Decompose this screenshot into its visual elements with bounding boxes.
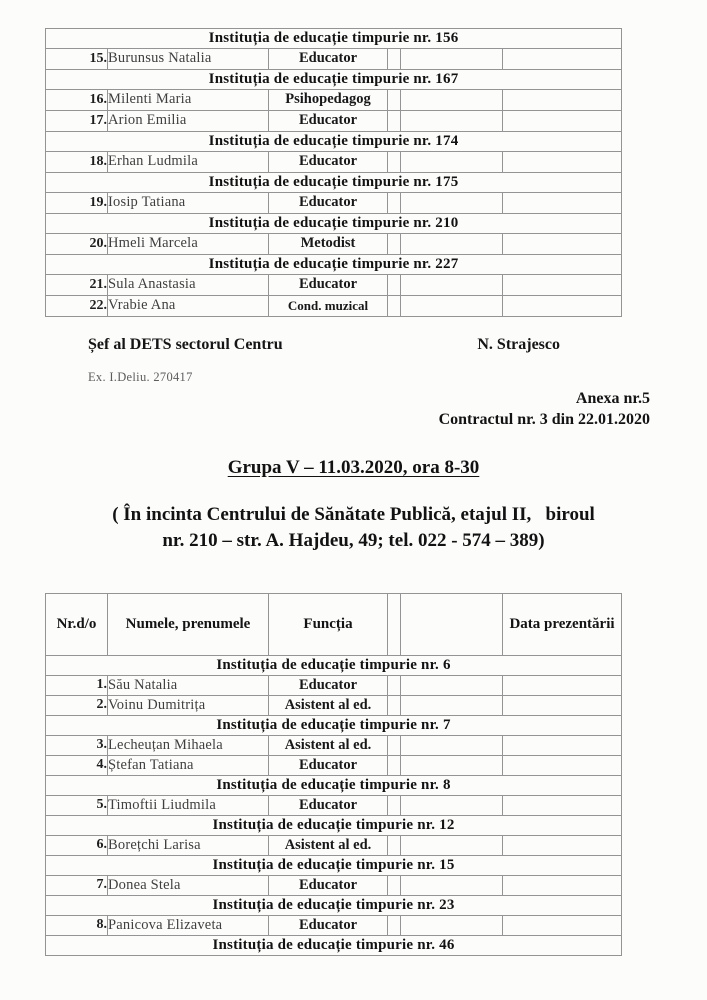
empty-cell (401, 193, 503, 214)
person-name: Sula Anastasia (108, 275, 269, 296)
row-number: 17. (46, 111, 108, 132)
contract-reference: Contractul nr. 3 din 22.01.2020 (438, 411, 650, 428)
date-presented-cell (503, 676, 622, 696)
institution-header-row (46, 70, 622, 90)
person-row (46, 152, 622, 173)
row-number: 2. (46, 696, 108, 716)
date-presented-cell (503, 916, 622, 936)
empty-cell (401, 676, 503, 696)
table-header-row (46, 594, 622, 656)
person-row (46, 193, 622, 214)
person-name: Ștefan Tatiana (108, 756, 269, 776)
empty-cell (388, 111, 401, 132)
person-function: Metodist (269, 234, 388, 255)
institution-header-row (46, 173, 622, 193)
person-row (46, 736, 622, 756)
row-number: 5. (46, 796, 108, 816)
person-row (46, 836, 622, 856)
institution-label: Instituția de educație timpurie nr. 23 (46, 896, 622, 916)
institution-header-row (46, 856, 622, 876)
row-number: 15. (46, 49, 108, 70)
date-presented-cell (503, 275, 622, 296)
empty-cell (401, 756, 503, 776)
row-number: 19. (46, 193, 108, 214)
person-function: Educator (269, 275, 388, 296)
signature-row (88, 336, 560, 354)
roster-table-bottom (45, 593, 622, 956)
empty-cell (388, 876, 401, 896)
empty-cell (401, 796, 503, 816)
empty-cell (401, 916, 503, 936)
col-header-empty-narrow (388, 594, 401, 656)
date-presented-cell (503, 234, 622, 255)
date-presented-cell (503, 152, 622, 173)
empty-cell (401, 696, 503, 716)
person-name: Voinu Dumitrița (108, 696, 269, 716)
institution-label: Instituția de educație timpurie nr. 12 (46, 816, 622, 836)
signature-name: N. Strajesco (477, 336, 560, 353)
roster-table-top (45, 28, 622, 317)
empty-cell (388, 836, 401, 856)
institution-header-row (46, 716, 622, 736)
empty-cell (388, 193, 401, 214)
institution-label: Instituția de educație timpurie nr. 7 (46, 716, 622, 736)
empty-cell (388, 676, 401, 696)
empty-cell (388, 756, 401, 776)
empty-cell (401, 111, 503, 132)
person-row (46, 49, 622, 70)
institution-label: Instituția de educație timpurie nr. 46 (46, 936, 622, 956)
institution-header-row (46, 214, 622, 234)
date-presented-cell (503, 296, 622, 317)
person-function: Educator (269, 193, 388, 214)
institution-label: Instituția de educație timpurie nr. 156 (46, 29, 622, 49)
institution-header-row (46, 936, 622, 956)
person-row (46, 916, 622, 936)
date-presented-cell (503, 49, 622, 70)
empty-cell (401, 296, 503, 317)
row-number: 3. (46, 736, 108, 756)
date-presented-cell (503, 193, 622, 214)
person-function: Asistent al ed. (269, 836, 388, 856)
col-header-function: Funcția (269, 594, 388, 656)
empty-cell (388, 152, 401, 173)
row-number: 16. (46, 90, 108, 111)
date-presented-cell (503, 796, 622, 816)
row-number: 8. (46, 916, 108, 936)
col-header-name: Numele, prenumele (108, 594, 269, 656)
person-function: Educator (269, 796, 388, 816)
row-number: 18. (46, 152, 108, 173)
person-row (46, 876, 622, 896)
empty-cell (401, 234, 503, 255)
person-function: Educator (269, 111, 388, 132)
institution-header-row (46, 132, 622, 152)
empty-cell (401, 275, 503, 296)
person-name: Vrabie Ana (108, 296, 269, 317)
annex-block (439, 388, 650, 430)
person-function: Educator (269, 756, 388, 776)
group-heading: Grupa V – 11.03.2020, ora 8-30 (227, 457, 480, 478)
empty-cell (388, 296, 401, 317)
empty-cell (401, 152, 503, 173)
person-row (46, 296, 622, 317)
person-name: Borețchi Larisa (108, 836, 269, 856)
empty-cell (401, 836, 503, 856)
person-name: Donea Stela (108, 876, 269, 896)
col-header-nr: Nr.d/o (46, 594, 108, 656)
person-name: Hmeli Marcela (108, 234, 269, 255)
person-function: Educator (269, 152, 388, 173)
date-presented-cell (503, 90, 622, 111)
person-function: Educator (269, 676, 388, 696)
person-row (46, 696, 622, 716)
empty-cell (401, 736, 503, 756)
empty-cell (401, 49, 503, 70)
institution-label: Instituția de educație timpurie nr. 175 (46, 173, 622, 193)
institution-label: Instituția de educație timpurie nr. 210 (46, 214, 622, 234)
person-row (46, 796, 622, 816)
empty-cell (388, 90, 401, 111)
person-function: Educator (269, 49, 388, 70)
institution-header-row (46, 656, 622, 676)
row-number: 22. (46, 296, 108, 317)
date-presented-cell (503, 836, 622, 856)
date-presented-cell (503, 696, 622, 716)
empty-cell (388, 275, 401, 296)
empty-cell (388, 916, 401, 936)
institution-header-row (46, 816, 622, 836)
venue-block (0, 502, 707, 554)
person-name: Lecheuțan Mihaela (108, 736, 269, 756)
person-name: Arion Emilia (108, 111, 269, 132)
person-name: Său Natalia (108, 676, 269, 696)
institution-label: Instituția de educație timpurie nr. 15 (46, 856, 622, 876)
person-row (46, 275, 622, 296)
person-name: Erhan Ludmila (108, 152, 269, 173)
person-name: Milenti Maria (108, 90, 269, 111)
person-function: Educator (269, 916, 388, 936)
person-function: Asistent al ed. (269, 696, 388, 716)
row-number: 21. (46, 275, 108, 296)
institution-label: Instituția de educație timpurie nr. 227 (46, 255, 622, 275)
person-row (46, 90, 622, 111)
venue-line-2: nr. 210 – str. A. Hajdeu, 49; tel. 022 - 574 – 389) (162, 530, 545, 551)
empty-cell (388, 696, 401, 716)
empty-cell (388, 49, 401, 70)
institution-header-row (46, 776, 622, 796)
person-function: Cond. muzical (269, 296, 388, 317)
person-function: Asistent al ed. (269, 736, 388, 756)
institution-label: Instituția de educație timpurie nr. 174 (46, 132, 622, 152)
person-name: Timoftii Liudmila (108, 796, 269, 816)
institution-header-row (46, 255, 622, 275)
institution-header-row (46, 29, 622, 49)
row-number: 6. (46, 836, 108, 856)
signature-title: Șef al DETS sectorul Centru (88, 336, 283, 353)
row-number: 4. (46, 756, 108, 776)
person-row (46, 756, 622, 776)
date-presented-cell (503, 756, 622, 776)
empty-cell (388, 234, 401, 255)
institution-label: Instituția de educație timpurie nr. 6 (46, 656, 622, 676)
row-number: 20. (46, 234, 108, 255)
person-function: Educator (269, 876, 388, 896)
executor-note: Ex. I.Deliu. 270417 (88, 370, 193, 384)
person-row (46, 111, 622, 132)
row-number: 1. (46, 676, 108, 696)
empty-cell (401, 876, 503, 896)
date-presented-cell (503, 736, 622, 756)
col-header-empty (401, 594, 503, 656)
row-number: 7. (46, 876, 108, 896)
institution-label: Instituția de educație timpurie nr. 167 (46, 70, 622, 90)
institution-label: Instituția de educație timpurie nr. 8 (46, 776, 622, 796)
empty-cell (388, 796, 401, 816)
person-name: Burunsus Natalia (108, 49, 269, 70)
empty-cell (401, 90, 503, 111)
person-row (46, 234, 622, 255)
institution-header-row (46, 896, 622, 916)
col-header-date: Data prezentării (503, 594, 622, 656)
person-name: Panicova Elizaveta (108, 916, 269, 936)
person-row (46, 676, 622, 696)
date-presented-cell (503, 111, 622, 132)
person-name: Iosip Tatiana (108, 193, 269, 214)
venue-line-1: ( În incinta Centrului de Sănătate Publică, etajul II, biroul (112, 504, 595, 525)
date-presented-cell (503, 876, 622, 896)
annex-number: Anexa nr.5 (575, 390, 650, 407)
person-function: Psihopedagog (269, 90, 388, 111)
empty-cell (388, 736, 401, 756)
